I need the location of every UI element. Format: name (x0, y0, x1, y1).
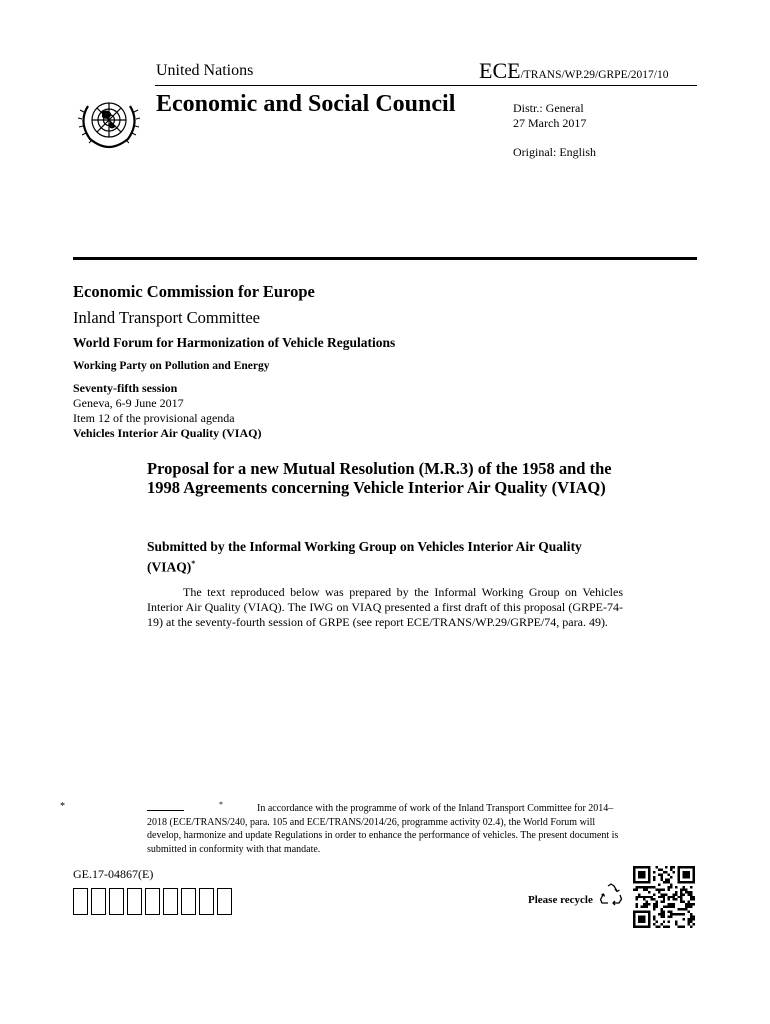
footnote-marker: * (219, 800, 223, 809)
session-number: Seventy-fifth session (73, 381, 178, 395)
document-symbol-main: ECE (479, 58, 521, 83)
barcode-glyph (127, 888, 142, 915)
proposal-title: Proposal for a new Mutual Resolution (M.R.3) of the 1958 and the 1998 Agreements concerning Vehicle Interior Air Quality (VIAQ) (147, 459, 612, 497)
commission-name: Economic Commission for Europe (73, 282, 315, 301)
session-block (73, 381, 261, 441)
barcode-glyph (109, 888, 124, 915)
header-rule-thick (73, 257, 697, 260)
barcode-glyph (91, 888, 106, 915)
forum-name: World Forum for Harmonization of Vehicle Regulations (73, 335, 396, 350)
qr-code-icon[interactable] (633, 866, 695, 928)
working-party-name: Working Party on Pollution and Energy (73, 360, 270, 372)
agenda-item: Item 12 of the provisional agenda (73, 411, 235, 425)
barcode-glyphs (73, 888, 273, 920)
issue-date: 27 March 2017 (513, 116, 587, 130)
body-paragraph: The text reproduced below was prepared by the Informal Working Group on Vehicles Interior Air Quality (VIAQ). The IWG on VIAQ presented a first draft of this proposal (GRPE-74-19) at the seventy-fourth session of GRPE (see report ECE/TRANS/WP.29/GRPE/74, para. 49). (147, 585, 623, 630)
recycle-label: Please recycle (528, 894, 593, 906)
barcode-glyph (199, 888, 214, 915)
un-emblem-icon (72, 92, 146, 152)
barcode-glyph (163, 888, 178, 915)
council-title: Economic and Social Council (156, 91, 456, 117)
submitter-line (147, 538, 617, 576)
org-name: United Nations (156, 62, 254, 79)
agenda-topic: Vehicles Interior Air Quality (VIAQ) (73, 426, 262, 440)
footnote-left-marker: * (60, 801, 65, 812)
barcode-glyph (181, 888, 196, 915)
recycle-icon (598, 882, 624, 908)
header-rule-thin (155, 85, 697, 86)
footnote-text: In accordance with the programme of work of the Inland Transport Committee for 2014–2018 (ECE/TRANS/240, para. 105 and ECE/TRANS/2014/26, programme activity 02.4), the World Forum will develop, harmonize and update Regulations in order to enhance the performance of vehicles. The present document is submitted in conformity with that mandate. (147, 803, 619, 855)
document-symbol (479, 58, 669, 84)
barcode-glyph (73, 888, 88, 915)
original-language: Original: English (513, 145, 596, 159)
ge-number: GE.17-04867(E) (73, 867, 154, 881)
distribution-block (513, 101, 586, 131)
session-place-date: Geneva, 6-9 June 2017 (73, 396, 184, 410)
distribution-label: Distr.: General (513, 101, 584, 115)
submitter-footnote-ref[interactable]: * (191, 559, 196, 568)
barcode-glyph (217, 888, 232, 915)
document-symbol-tail: /TRANS/WP.29/GRPE/2017/10 (520, 69, 669, 81)
submitter-text: Submitted by the Informal Working Group on Vehicles Interior Air Quality (VIAQ) (147, 539, 582, 575)
committee-name: Inland Transport Committee (73, 308, 260, 327)
barcode-glyph (145, 888, 160, 915)
